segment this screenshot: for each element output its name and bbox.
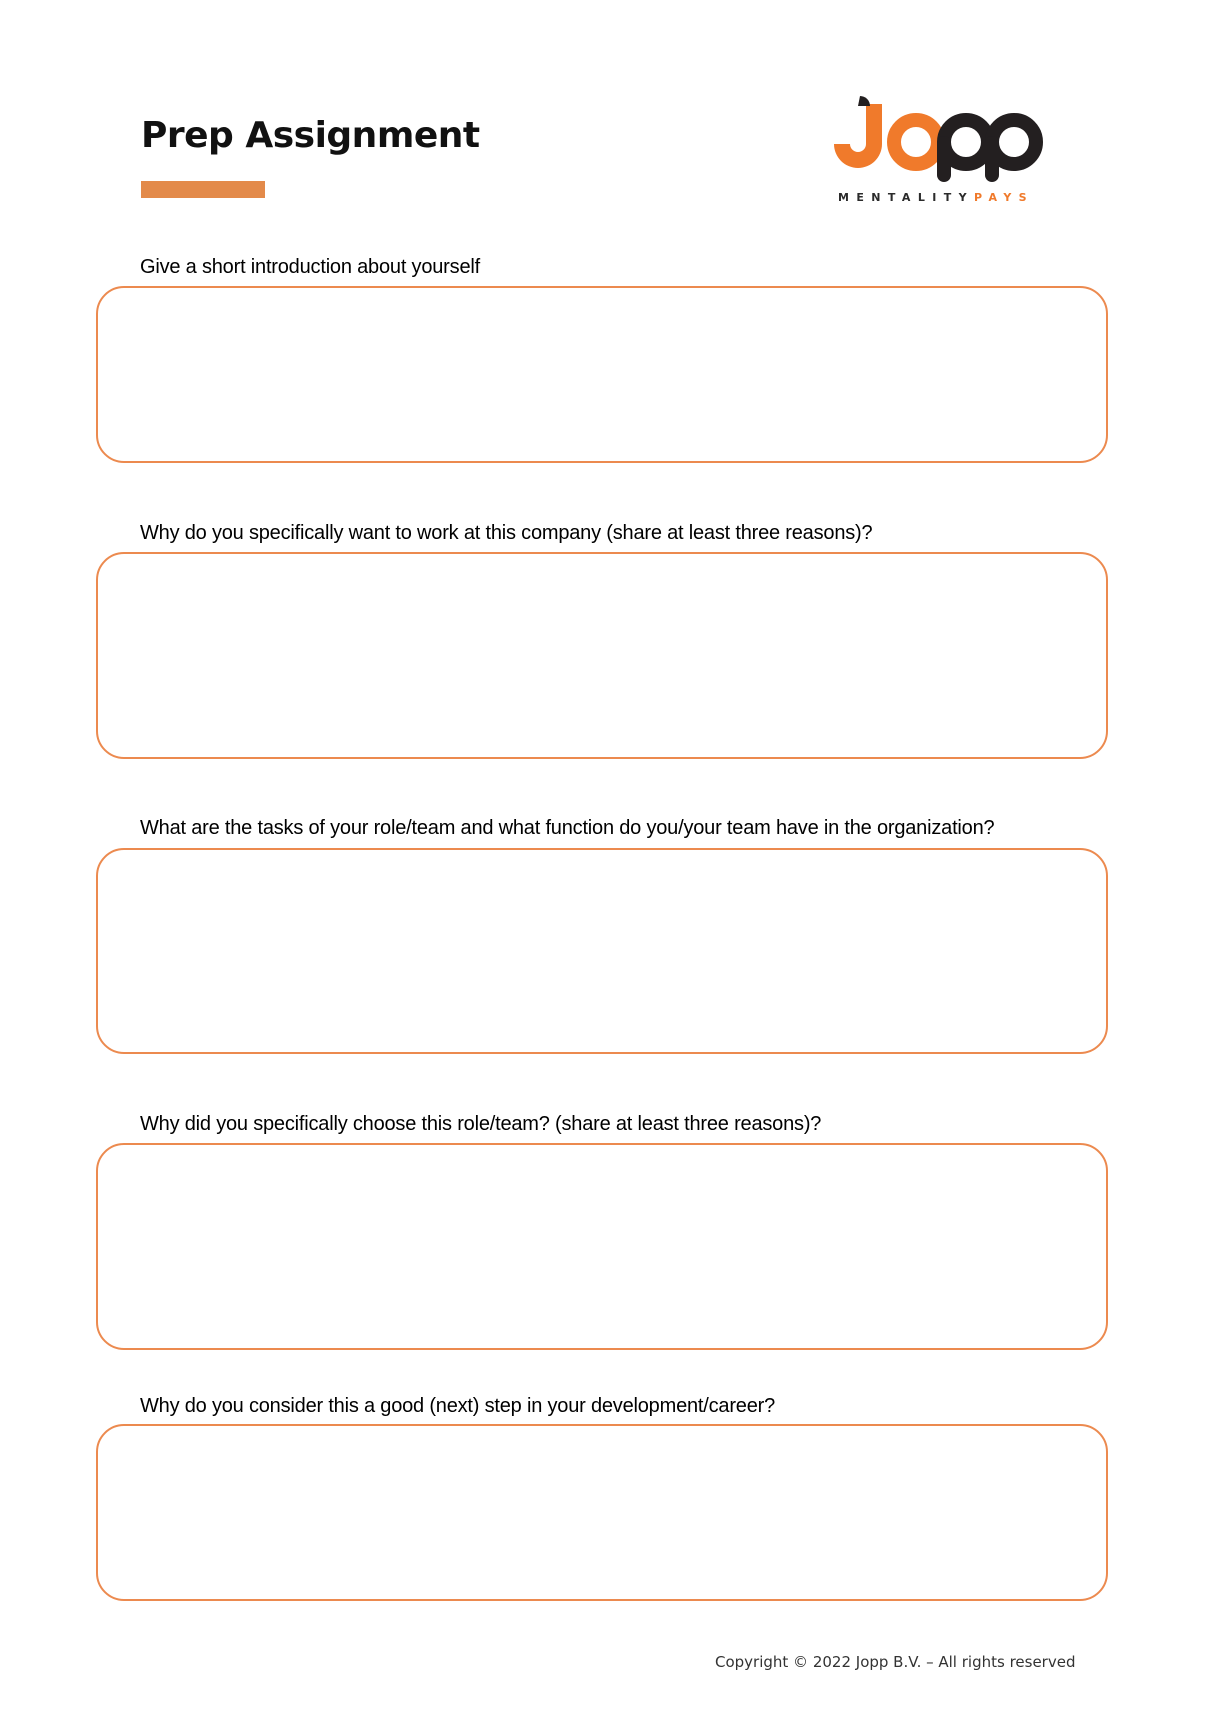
title-underline-bar [141, 181, 265, 198]
tagline-pays: PAYS [974, 191, 1035, 204]
question-1-label: Give a short introduction about yourself [140, 256, 480, 278]
question-2-label: Why do you specifically want to work at this company (share at least three reasons)? [140, 522, 873, 544]
question-3-label: What are the tasks of your role/team and what function do you/your team have in the organization? [140, 817, 995, 839]
copyright-footer: Copyright © 2022 Jopp B.V. – All rights reserved [715, 1653, 1076, 1671]
answer-box-4[interactable] [96, 1143, 1108, 1350]
question-4-label: Why did you specifically choose this role/team? (share at least three reasons)? [140, 1113, 822, 1135]
question-5-label: Why do you consider this a good (next) step in your development/career? [140, 1395, 776, 1417]
logo-tagline [838, 192, 1034, 203]
jopp-logo-mark [832, 96, 1044, 188]
answer-box-2[interactable] [96, 552, 1108, 759]
tagline-mentality: MENTALITY [838, 191, 974, 204]
answer-box-5[interactable] [96, 1424, 1108, 1601]
answer-box-1[interactable] [96, 286, 1108, 463]
page-title: Prep Assignment [141, 115, 480, 156]
answer-box-3[interactable] [96, 848, 1108, 1054]
